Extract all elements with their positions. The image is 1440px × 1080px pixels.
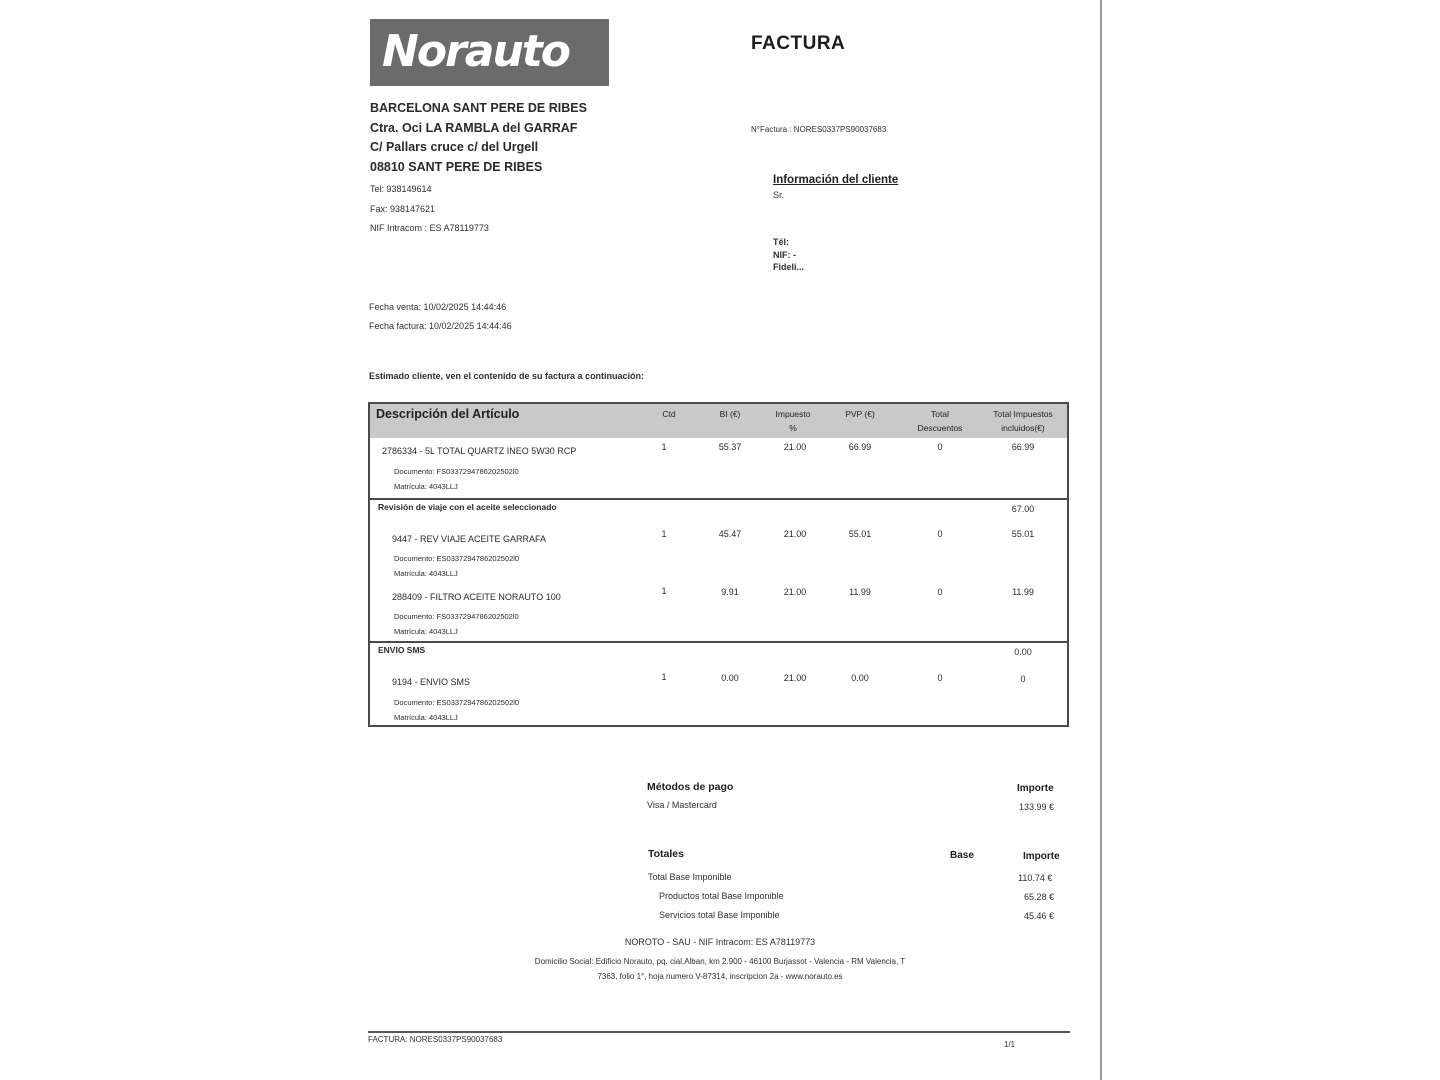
item-bi: 45.47 bbox=[718, 529, 742, 539]
item-plate: Matrícula: 4043LLJ bbox=[394, 627, 458, 636]
table-header bbox=[370, 404, 1067, 438]
intro-text: Estimado cliente, ven el contenido de su factura a continuación: bbox=[369, 371, 645, 381]
item-total: 0 bbox=[1020, 674, 1026, 684]
col-description: Descripción del Artículo bbox=[376, 407, 520, 421]
item-description: 9194 - ENVIO SMS bbox=[392, 677, 471, 687]
products-base-value: 65.28 € bbox=[1024, 892, 1055, 902]
item-bi: 9.91 bbox=[721, 587, 739, 597]
page-number: 1/1 bbox=[1004, 1040, 1016, 1049]
client-loyalty: Fideli... bbox=[773, 262, 805, 272]
footer-divider bbox=[368, 1031, 1070, 1033]
item-qty: 1 bbox=[661, 586, 667, 596]
totals-heading: Totales bbox=[648, 848, 684, 860]
logo-text: Norauto bbox=[382, 26, 570, 77]
item-total: 66.99 bbox=[1011, 442, 1035, 452]
item-document: Documento: FS0337294786202502l0 bbox=[394, 467, 519, 476]
invoice-number: N°Factura : NORES0337PS90037683 bbox=[751, 125, 887, 134]
store-name: BARCELONA SANT PERE DE RIBES bbox=[370, 101, 587, 115]
col-total-label: Total Impuestos bbox=[993, 409, 1053, 419]
services-base-value: 45.46 € bbox=[1024, 911, 1055, 921]
company-registry: 7363, folio 1°, hoja numero V-87314, inscripcion 2a - www.norauto.es bbox=[597, 972, 843, 981]
item-tax: 21.00 bbox=[783, 673, 807, 683]
totals-base-label: Base bbox=[950, 850, 974, 861]
item-discount: 0 bbox=[937, 673, 943, 683]
col-tax-label: Impuesto bbox=[775, 409, 811, 419]
payment-method: Visa / Mastercard bbox=[647, 800, 717, 810]
store-nif: NIF Intracom : ES A78119773 bbox=[370, 223, 489, 233]
row-divider bbox=[370, 498, 1067, 500]
payment-amount-label: Importe bbox=[1017, 783, 1054, 794]
row-divider bbox=[370, 641, 1067, 643]
item-pvp: 55.01 bbox=[848, 529, 872, 539]
item-bi: 55.37 bbox=[718, 442, 742, 452]
group-total: 67.00 bbox=[1011, 504, 1035, 514]
page-edge-line bbox=[1100, 0, 1102, 1080]
item-description: 9447 - REV VIAJE ACEITE GARRAFA bbox=[392, 534, 547, 544]
store-postal-city: 08810 SANT PERE DE RIBES bbox=[370, 159, 543, 174]
col-bi: BI (€) bbox=[719, 409, 741, 419]
norauto-logo bbox=[370, 19, 609, 86]
client-phone: Tél: bbox=[773, 237, 790, 247]
store-address bbox=[370, 99, 587, 177]
total-base-value: 110.74 € bbox=[1018, 873, 1053, 883]
item-total: 55.01 bbox=[1011, 529, 1035, 539]
item-total: 11.99 bbox=[1012, 587, 1034, 597]
item-pvp: 11.99 bbox=[849, 587, 871, 597]
item-qty: 1 bbox=[661, 529, 667, 539]
payment-amount: 133.99 € bbox=[1019, 802, 1055, 812]
col-discounts-label: Descuentos bbox=[917, 423, 963, 433]
services-base-label: Servicios total Base Imponible bbox=[659, 910, 780, 920]
store-address-line: Ctra. Oci LA RAMBLA del GARRAF bbox=[370, 120, 578, 135]
sale-date: Fecha venta: 10/02/2025 14:44:46 bbox=[369, 302, 507, 312]
client-nif: NIF: - bbox=[773, 250, 796, 260]
col-tax-unit: % bbox=[789, 423, 797, 433]
group-title: ENVIO SMS bbox=[378, 645, 426, 655]
item-pvp: 66.99 bbox=[848, 442, 872, 452]
group-total: 0.00 bbox=[1014, 647, 1032, 657]
item-qty: 1 bbox=[661, 672, 667, 682]
item-description: 288409 - FILTRO ACEITE NORAUTO 100 bbox=[392, 592, 561, 602]
item-plate: Matrícula: 4043LLJ bbox=[394, 482, 458, 491]
store-phone: Tel: 938149614 bbox=[370, 184, 432, 194]
client-name: Sr. bbox=[773, 190, 785, 200]
items-table bbox=[368, 402, 1069, 727]
document-title: FACTURA bbox=[751, 33, 846, 54]
item-pvp: 0.00 bbox=[851, 673, 869, 683]
company-address: Domicilio Social: Edificio Norauto, pq. cial.Alban, km 2.900 - 46100 Burjassot - Valencia - RM Valencia, T bbox=[534, 957, 906, 966]
total-base-label: Total Base Imponible bbox=[648, 872, 732, 882]
item-plate: Matrícula: 4043LLJ bbox=[394, 713, 458, 722]
item-document: Documento: ES0337294786202502l0 bbox=[394, 698, 520, 707]
item-qty: 1 bbox=[661, 442, 667, 452]
client-info-heading: Información del cliente bbox=[773, 174, 899, 186]
item-description: 2786334 - 5L TOTAL QUARTZ INEO 5W30 RCP bbox=[382, 446, 577, 456]
col-discounts-label: Total bbox=[931, 409, 949, 419]
col-total bbox=[980, 407, 1066, 435]
products-base-label: Productos total Base Imponible bbox=[659, 891, 784, 901]
col-qty: Ctd bbox=[662, 409, 676, 419]
item-discount: 0 bbox=[937, 529, 943, 539]
store-fax: Fax: 938147621 bbox=[370, 204, 436, 214]
item-tax: 21.00 bbox=[783, 529, 807, 539]
company-nif: NOROTO - SAU - NIF Intracom: ES A78119773 bbox=[624, 937, 816, 947]
col-total-label: incluidos(€) bbox=[1001, 423, 1045, 433]
item-plate: Matrícula: 4043LLJ bbox=[394, 569, 458, 578]
payment-heading: Métodos de pago bbox=[647, 781, 734, 793]
item-document: Documento: FS0337294786202502l0 bbox=[394, 612, 519, 621]
col-tax bbox=[763, 407, 823, 435]
footer-invoice: FACTURA: NORES0337PS90037683 bbox=[368, 1035, 503, 1044]
invoice-date: Fecha factura: 10/02/2025 14:44:46 bbox=[369, 321, 512, 331]
store-address-line: C/ Pallars cruce c/ del Urgell bbox=[370, 140, 539, 154]
item-tax: 21.00 bbox=[783, 442, 807, 452]
col-discounts bbox=[905, 407, 975, 435]
item-discount: 0 bbox=[937, 442, 943, 452]
item-document: Documento: ES0337294786202502l0 bbox=[394, 554, 520, 563]
col-pvp: PVP (€) bbox=[845, 409, 875, 419]
totals-amount-label: Importe bbox=[1023, 851, 1060, 862]
item-bi: 0.00 bbox=[721, 673, 739, 683]
item-tax: 21.00 bbox=[783, 587, 807, 597]
item-discount: 0 bbox=[937, 587, 943, 597]
group-title: Revisión de viaje con el aceite seleccionado bbox=[378, 502, 557, 512]
